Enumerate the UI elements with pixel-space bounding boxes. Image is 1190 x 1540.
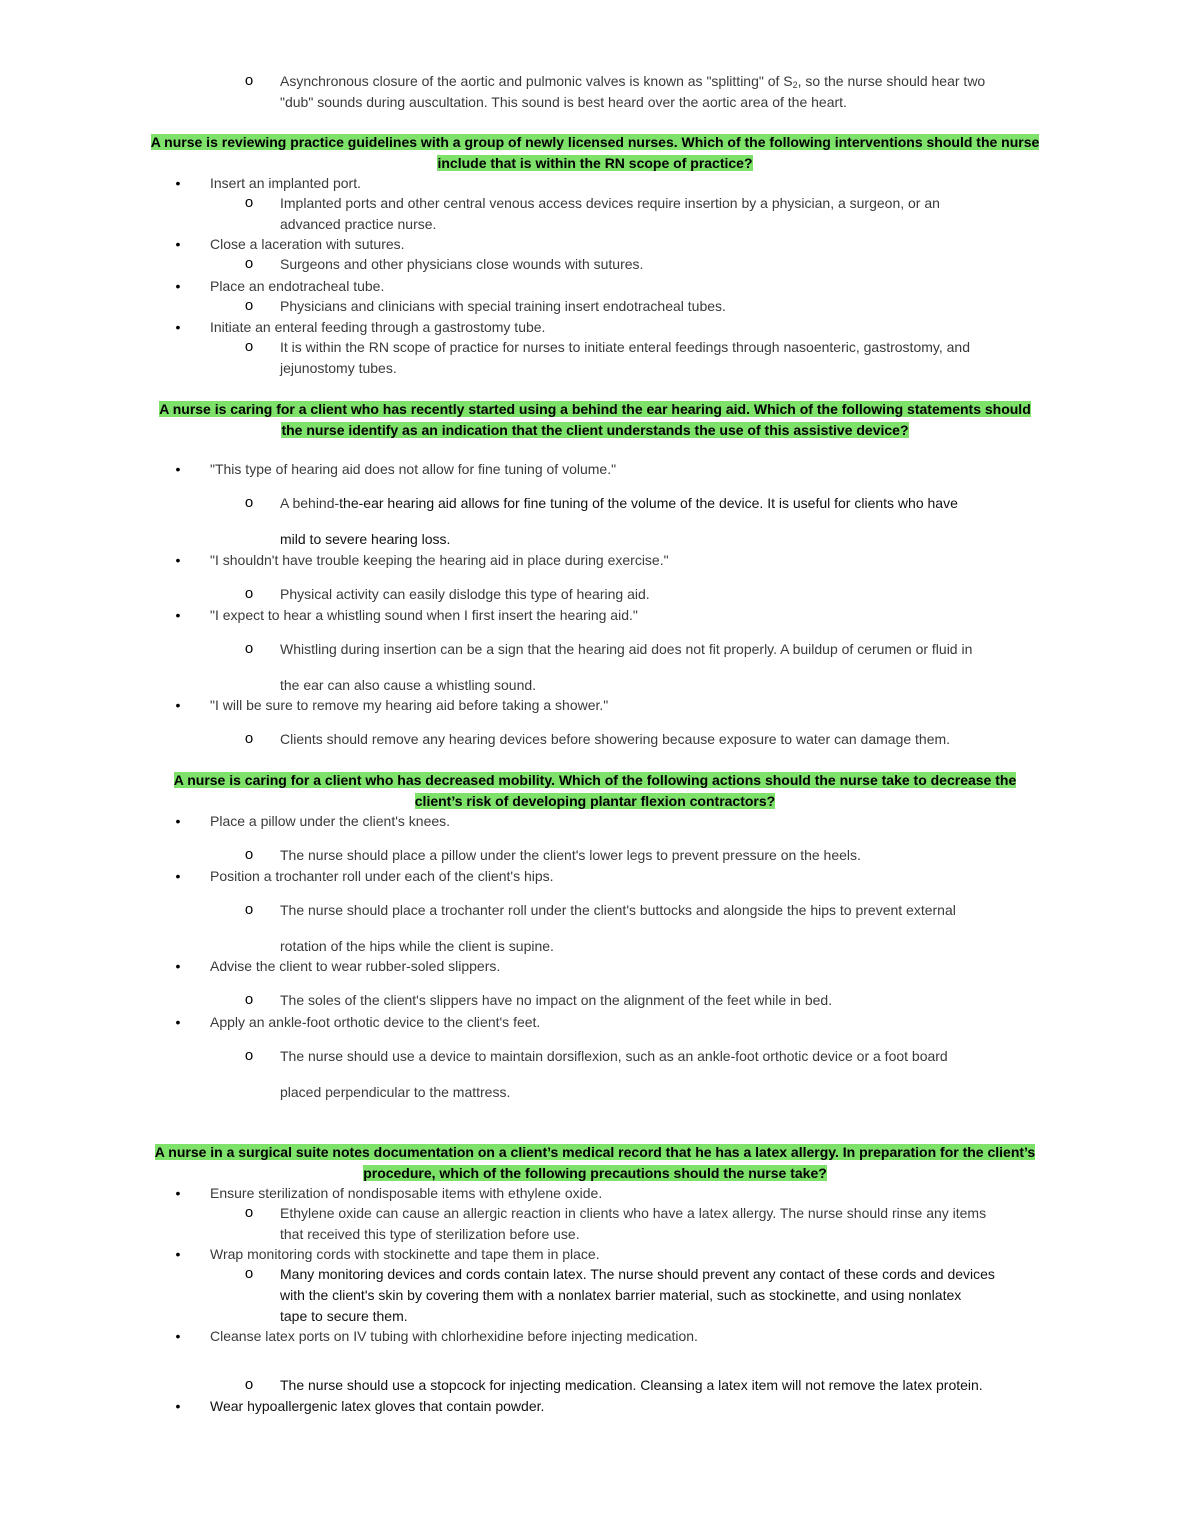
option-text: "I will be sure to remove my hearing aid before taking a shower.": [210, 697, 609, 713]
question-4-title: A nurse in a surgical suite notes documentation on a client’s medical record that he has a latex allergy. In preparation for the client’s procedure, which of the following precautions should the nurse take?: [154, 1144, 1036, 1181]
bullet: •: [175, 278, 181, 294]
rationale-text: Physicians and clinicians with special training insert endotracheal tubes.: [280, 298, 726, 314]
option-text: Place a pillow under the client's knees.: [210, 813, 451, 829]
intro-rationale-line-1: Asynchronous closure of the aortic and pulmonic valves is known as "splitting" of $S_2$, so the nurse should hear two: [280, 73, 986, 90]
question-2-title: A nurse is caring for a client who has recently started using a behind the ear hearing aid. Which of the following statements should the nurse identify as an indication that the client understands the use of this assistive device?: [159, 401, 1031, 438]
sub-bullet: o: [244, 901, 254, 918]
bullet: •: [175, 1185, 181, 1201]
rationale-text: advanced practice nurse.: [280, 216, 437, 232]
bullet: •: [175, 175, 181, 191]
sub-bullet: o: [244, 1204, 254, 1221]
rationale-text: the ear can also cause a whistling sound.: [280, 677, 537, 693]
rationale-text: The soles of the client's slippers have no impact on the alignment of the feet while in bed.: [280, 992, 833, 1008]
rationale-text: Physical activity can easily dislodge this type of hearing aid.: [280, 586, 650, 602]
rationale-text: The nurse should use a stopcock for injecting medication. Cleansing a latex item will not remove the latex protein.: [280, 1377, 983, 1393]
question-1-title: A nurse is reviewing practice guidelines with a group of newly licensed nurses. Which of the following interventions should the nurse include that is within the RN scope of practice?: [150, 134, 1040, 171]
sub-bullet: o: [244, 297, 254, 314]
option-text: Position a trochanter roll under each of the client's hips.: [210, 868, 554, 884]
rationale-text: that received this type of sterilization before use.: [280, 1226, 580, 1242]
option-text: Apply an ankle-foot orthotic device to the client's feet.: [210, 1014, 541, 1030]
rationale-text: A behind-the-ear hearing aid allows for fine tuning of the volume of the device. It is useful for clients who have: [280, 495, 958, 511]
sub-bullet: o: [244, 194, 254, 211]
rationale-text: Many monitoring devices and cords contain latex. The nurse should prevent any contact of these cords and devices: [280, 1266, 995, 1282]
bullet: •: [175, 697, 181, 713]
bullet: •: [175, 552, 181, 568]
sub-bullet: o: [244, 846, 254, 863]
rationale-text: rotation of the hips while the client is supine.: [280, 938, 554, 954]
option-text: Initiate an enteral feeding through a gastrostomy tube.: [210, 319, 546, 335]
option-text: Advise the client to wear rubber-soled slippers.: [210, 958, 501, 974]
option-text: Ensure sterilization of nondisposable items with ethylene oxide.: [210, 1185, 603, 1201]
rationale-text: Surgeons and other physicians close wounds with sutures.: [280, 256, 644, 272]
rationale-text: Clients should remove any hearing devices before showering because exposure to water can damage them.: [280, 731, 951, 747]
option-text: "I expect to hear a whistling sound when I first insert the hearing aid.": [210, 607, 638, 623]
rationale-text: It is within the RN scope of practice for nurses to initiate enteral feedings through nasoenteric, gastrostomy, and: [280, 339, 970, 355]
sub-bullet: o: [244, 494, 254, 511]
bullet: •: [175, 958, 181, 974]
option-text: Close a laceration with sutures.: [210, 236, 405, 252]
sub-bullet: o: [244, 338, 254, 355]
bullet: •: [175, 607, 181, 623]
rationale-text: jejunostomy tubes.: [280, 360, 397, 376]
option-text: Wrap monitoring cords with stockinette and tape them in place.: [210, 1246, 600, 1262]
sub-bullet: o: [244, 730, 254, 747]
bullet: •: [175, 319, 181, 335]
option-text: Wear hypoallergenic latex gloves that contain powder.: [210, 1398, 545, 1414]
rationale-text: mild to severe hearing loss.: [280, 531, 451, 547]
sub-bullet: o: [244, 255, 254, 272]
rationale-text: The nurse should place a trochanter roll under the client's buttocks and alongside the hips to prevent external: [280, 902, 956, 918]
question-3-title: A nurse is caring for a client who has decreased mobility. Which of the following actions should the nurse take to decrease the client’s risk of developing plantar flexion contractors?: [173, 772, 1017, 809]
rationale-text: with the client's skin by covering them with a nonlatex barrier material, such as stockinette, and using nonlatex: [280, 1287, 962, 1303]
bullet: •: [175, 1246, 181, 1262]
option-text: "This type of hearing aid does not allow for fine tuning of volume.": [210, 461, 617, 477]
sub-bullet: o: [244, 1047, 254, 1064]
sub-bullet: o: [244, 1376, 254, 1393]
sub-bullet: o: [244, 991, 254, 1008]
bullet: •: [175, 461, 181, 477]
intro-rationale-line-2: "dub" sounds during auscultation. This sound is best heard over the aortic area of the heart.: [280, 94, 847, 110]
rationale-text: The nurse should use a device to maintain dorsiflexion, such as an ankle-foot orthotic device or a foot board: [280, 1048, 948, 1064]
rationale-text: The nurse should place a pillow under the client's lower legs to prevent pressure on the heels.: [280, 847, 861, 863]
rationale-text: tape to secure them.: [280, 1308, 408, 1324]
option-text: "I shouldn't have trouble keeping the hearing aid in place during exercise.": [210, 552, 669, 568]
sub-bullet: o: [244, 72, 254, 89]
rationale-text: Implanted ports and other central venous access devices require insertion by a physician, a surgeon, or an: [280, 195, 940, 211]
bullet: •: [175, 1328, 181, 1344]
bullet: •: [175, 868, 181, 884]
bullet: •: [175, 236, 181, 252]
bullet: •: [175, 813, 181, 829]
option-text: Place an endotracheal tube.: [210, 278, 385, 294]
sub-bullet: o: [244, 640, 254, 657]
bullet: •: [175, 1014, 181, 1030]
rationale-text: Whistling during insertion can be a sign that the hearing aid does not fit properly. A buildup of cerumen or fluid in: [280, 641, 973, 657]
sub-bullet: o: [244, 585, 254, 602]
bullet: •: [175, 1398, 181, 1414]
option-text: Insert an implanted port.: [210, 175, 361, 191]
rationale-text: Ethylene oxide can cause an allergic reaction in clients who have a latex allergy. The nurse should rinse any items: [280, 1205, 987, 1221]
rationale-text: placed perpendicular to the mattress.: [280, 1084, 511, 1100]
sub-bullet: o: [244, 1265, 254, 1282]
option-text: Cleanse latex ports on IV tubing with chlorhexidine before injecting medication.: [210, 1328, 698, 1344]
